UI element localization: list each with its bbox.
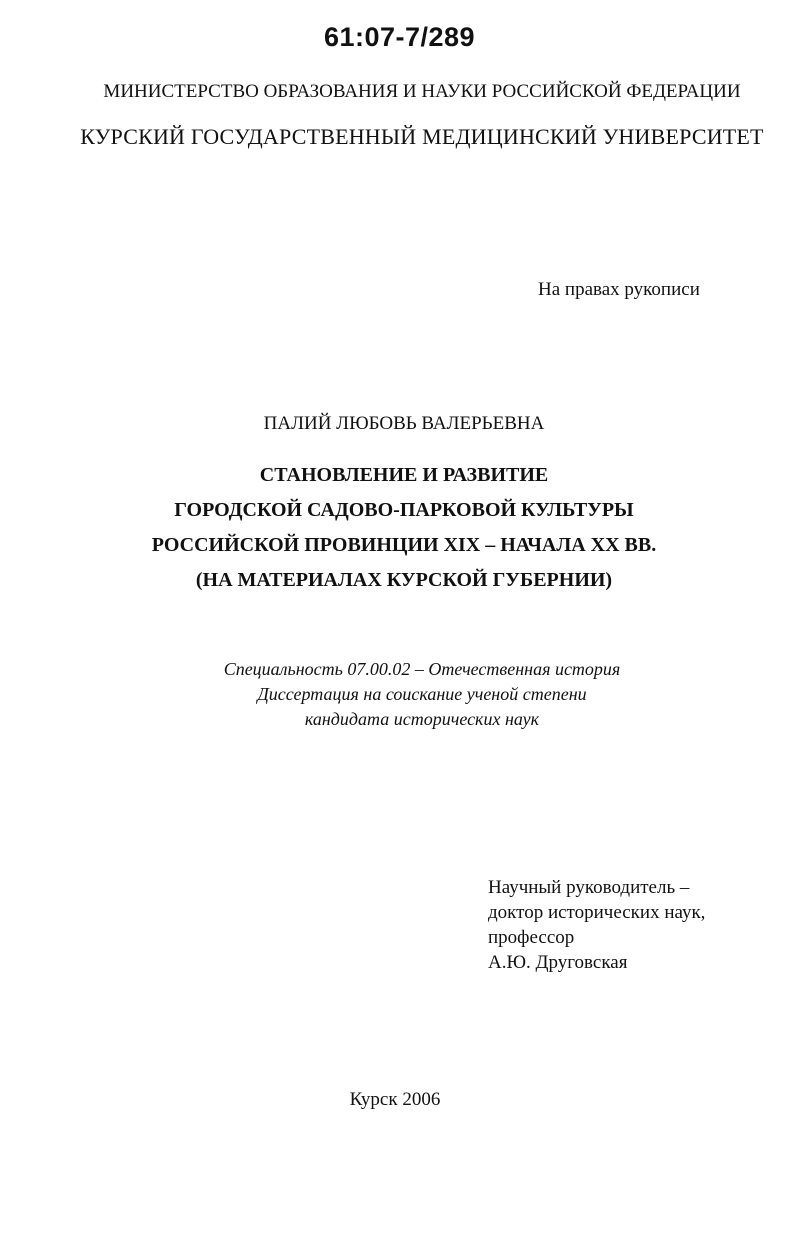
university-heading: КУРСКИЙ ГОСУДАРСТВЕННЫЙ МЕДИЦИНСКИЙ УНИВЕРСИТЕТ xyxy=(80,124,764,149)
ministry-heading: МИНИСТЕРСТВО ОБРАЗОВАНИЯ И НАУКИ РОССИЙСКОЙ ФЕДЕРАЦИИ xyxy=(103,81,741,102)
title-line: ГОРОДСКОЙ САДОВО-ПАРКОВОЙ КУЛЬТУРЫ xyxy=(174,499,634,521)
supervisor-label: Научный руководитель – xyxy=(488,877,690,898)
dissertation-title xyxy=(0,458,799,598)
city-year: Курск 2006 xyxy=(349,1089,441,1110)
supervisor-block xyxy=(488,875,705,975)
title-line: РОССИЙСКОЙ ПРОВИНЦИИ XIX – НАЧАЛА XX ВВ. xyxy=(151,534,657,556)
degree-field-line: кандидата исторических наук xyxy=(304,709,540,729)
supervisor-degree: доктор исторических наук, xyxy=(488,902,706,923)
specialty-block xyxy=(0,657,799,732)
supervisor-name: А.Ю. Друговская xyxy=(488,952,628,973)
title-line: (НА МАТЕРИАЛАХ КУРСКОЙ ГУБЕРНИИ) xyxy=(195,569,613,591)
supervisor-rank: профессор xyxy=(488,927,575,948)
degree-line: Диссертация на соискание ученой степени xyxy=(257,684,587,704)
specialty-line: Специальность 07.00.02 – Отечественная история xyxy=(223,659,621,679)
catalog-number: 61:07-7/289 xyxy=(323,22,476,52)
title-line: СТАНОВЛЕНИЕ И РАЗВИТИЕ xyxy=(259,464,549,486)
author-name: ПАЛИЙ ЛЮБОВЬ ВАЛЕРЬЕВНА xyxy=(263,413,545,434)
manuscript-note: На правах рукописи xyxy=(538,279,700,300)
